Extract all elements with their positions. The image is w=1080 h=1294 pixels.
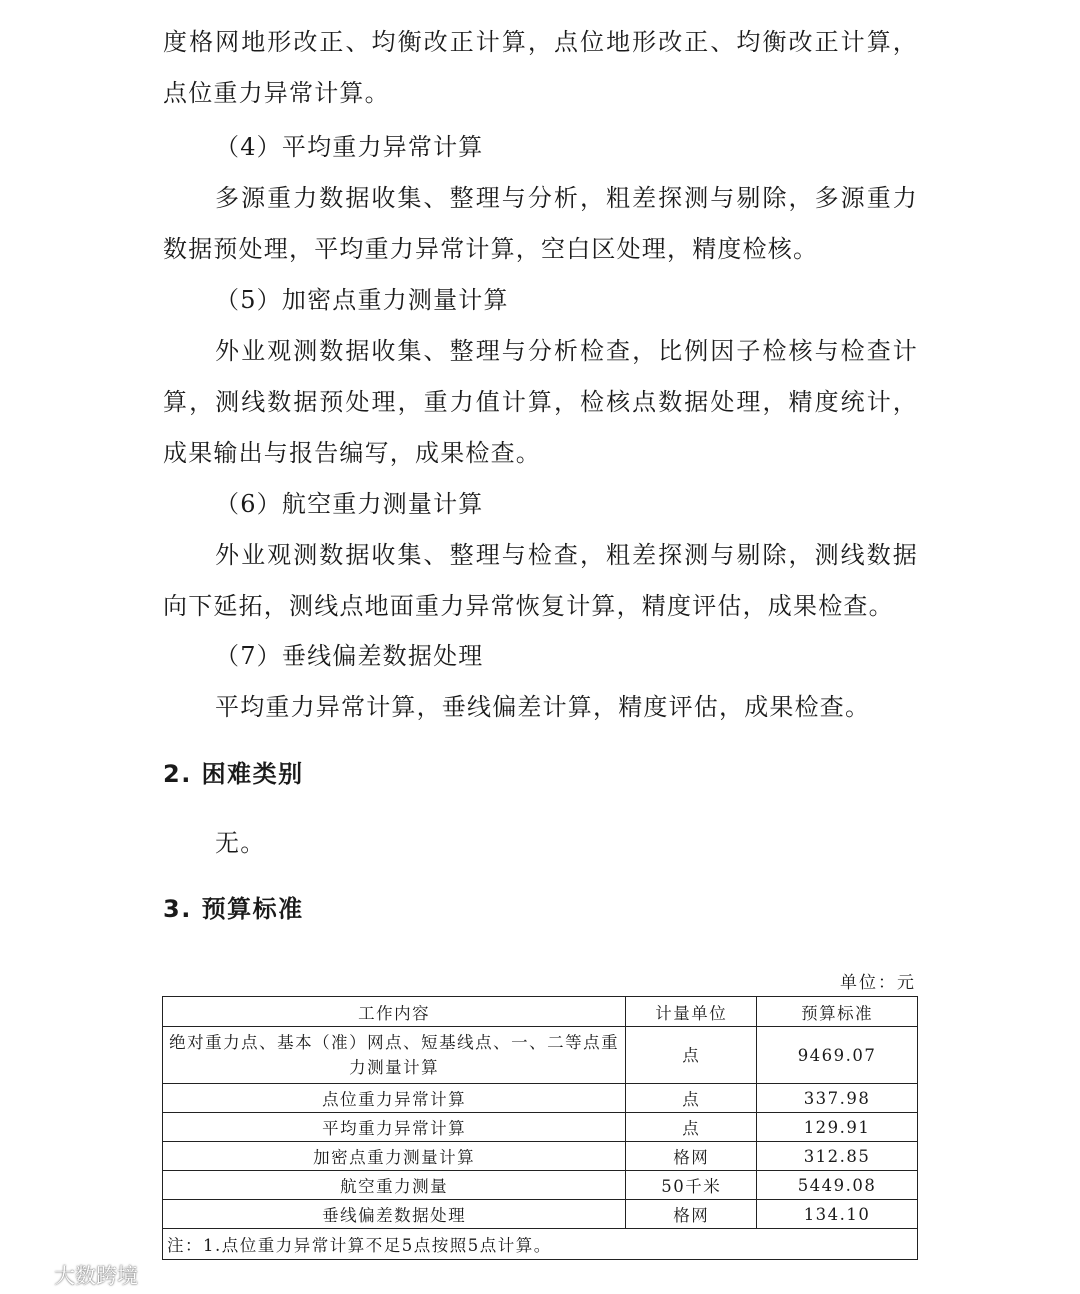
row-price: 337.98 [757,1084,918,1113]
section-heading-budget: 3. 预算标准 [163,895,304,923]
table-row [163,1084,918,1113]
subheading-airborne-gravity: （6）航空重力测量计算 [215,490,484,518]
row-price: 134.10 [757,1200,918,1229]
row-unit: 格网 [626,1142,757,1171]
paragraph-densification-gravity: 外业观测数据收集、整理与分析检查，比例因子检核与检查计算，测线数据预处理，重力值计算，检核点数据处理，精度统计，成果输出与报告编写，成果检查。 [163,337,918,467]
row-unit: 50千米 [626,1171,757,1200]
unit-label: 单位：元 [840,973,916,993]
watermark-text: 大数跨境 [54,1264,138,1288]
table-row [163,1142,918,1171]
table-row [163,1027,918,1084]
table-row [163,1200,918,1229]
subheading-vertical-deflection: （7）垂线偏差数据处理 [215,642,484,670]
budget-table [162,996,918,1260]
row-unit: 点 [626,1027,757,1084]
row-content: 加密点重力测量计算 [163,1142,626,1171]
row-content: 点位重力异常计算 [163,1084,626,1113]
row-content: 垂线偏差数据处理 [163,1200,626,1229]
row-price: 312.85 [757,1142,918,1171]
table-header-row [163,997,918,1027]
subheading-densification-gravity: （5）加密点重力测量计算 [215,286,509,314]
table-note-row [163,1229,918,1260]
row-content: 航空重力测量 [163,1171,626,1200]
column-header-content: 工作内容 [163,997,626,1027]
paragraph-average-gravity-anomaly: 多源重力数据收集、整理与分析，粗差探测与剔除，多源重力数据预处理，平均重力异常计算，空白区处理，精度检核。 [163,184,918,263]
weibo-logo-icon [10,1263,50,1287]
row-price: 9469.07 [757,1027,918,1084]
watermark [10,1260,138,1290]
subheading-average-gravity-anomaly: （4）平均重力异常计算 [215,133,484,161]
row-unit: 点 [626,1084,757,1113]
row-unit: 点 [626,1113,757,1142]
paragraph-terrain-correction: 度格网地形改正、均衡改正计算，点位地形改正、均衡改正计算，点位重力异常计算。 [163,28,918,107]
table-row [163,1113,918,1142]
row-price: 5449.08 [757,1171,918,1200]
row-price: 129.91 [757,1113,918,1142]
paragraph-airborne-gravity: 外业观测数据收集、整理与检查，粗差探测与剔除，测线数据向下延拓，测线点地面重力异常恢复计算，精度评估，成果检查。 [163,541,918,620]
table-row [163,1171,918,1200]
paragraph-vertical-deflection: 平均重力异常计算，垂线偏差计算，精度评估，成果检查。 [215,693,871,721]
row-content: 平均重力异常计算 [163,1113,626,1142]
column-header-unit: 计量单位 [626,997,757,1027]
row-unit: 格网 [626,1200,757,1229]
row-content: 绝对重力点、基本（准）网点、短基线点、一、二等点重力测量计算 [163,1027,626,1084]
paragraph-difficulty-none: 无。 [215,829,266,857]
section-heading-difficulty: 2. 困难类别 [163,760,304,788]
column-header-budget: 预算标准 [757,997,918,1027]
table-note: 注：1.点位重力异常计算不足5点按照5点计算。 [163,1229,918,1260]
